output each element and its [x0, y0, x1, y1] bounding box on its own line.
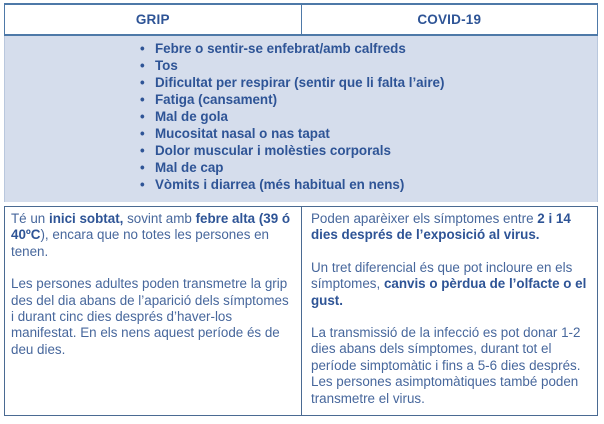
symptom-item: • Mucositat nasal o nas tapat	[138, 125, 591, 142]
symptom-item: • Mal de gola	[138, 108, 591, 125]
symptom-item: • Febre o sentir-se enfebrat/amb calfreds	[138, 40, 591, 57]
grip-details-cell	[5, 207, 301, 415]
symptom-item: • Tos	[138, 57, 591, 74]
emphasis-text: febre alta (39 ó 40ºC	[11, 211, 291, 243]
header-cell-covid: COVID-19	[301, 5, 598, 34]
symptom-item: • Fatiga (cansament)	[138, 91, 591, 108]
body-text: Les persones adultes poden transmetre la grip des del dia abans de l’aparició dels símptomes i durant cinc dies després d’haver-los manifestat. En els nens aquest període és de deu dies.	[11, 276, 289, 357]
symptom-item: • Dolor muscular i molèsties corporals	[138, 142, 591, 159]
paragraph	[11, 211, 292, 260]
table-header-row	[4, 3, 598, 36]
covid-details-cell	[301, 207, 597, 415]
body-text: Un tret diferencial és que pot incloure en els símptomes,	[311, 259, 573, 292]
details-row	[4, 206, 598, 416]
shared-symptoms-band	[4, 36, 598, 202]
symptom-list	[5, 36, 597, 193]
emphasis-text: 2 i 14 dies després de l’exposició al virus.	[311, 211, 571, 243]
header-cell-grip: GRIP	[135, 12, 170, 27]
symptom-item: • Mal de cap	[138, 159, 591, 176]
body-text: Poden aparèixer els símptomes entre	[311, 211, 538, 226]
body-text: sovint amb	[123, 211, 196, 226]
paragraph	[311, 325, 588, 407]
body-text: ), encara que no totes les persones en tenen.	[11, 227, 269, 259]
symptom-item: • Dificultat per respirar (sentir que li falta l’aire)	[138, 74, 591, 91]
emphasis-text: canvis o pèrdua de l’olfacte o el gust.	[311, 276, 587, 308]
body-text: La transmissió de la infecció es pot donar 1-2 dies abans dels símptomes, durant tot el període simptomàtic i fins a 5-6 dies després. Les persones asimptomàtiques també poden transmetre el virus.	[311, 325, 581, 406]
paragraph	[311, 211, 588, 244]
comparison-table	[4, 3, 598, 416]
paragraph	[11, 276, 292, 358]
emphasis-text: inici sobtat,	[48, 211, 124, 226]
paragraph	[311, 260, 588, 309]
symptom-item: • Vòmits i diarrea (més habitual en nens)	[138, 176, 591, 193]
body-text: Té un	[11, 211, 49, 226]
